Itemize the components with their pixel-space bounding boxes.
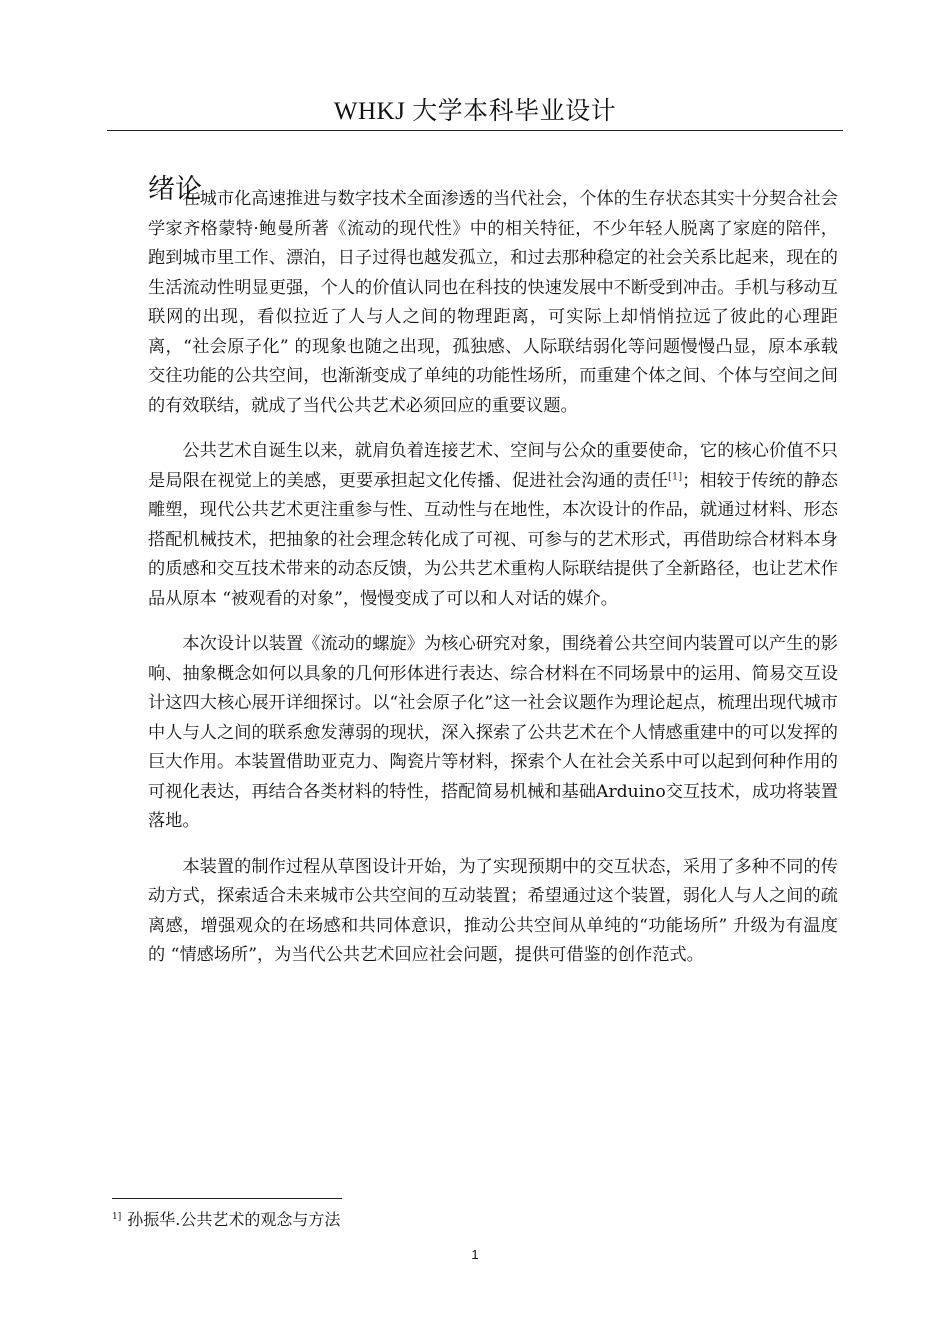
paragraph-1: 在城市化高速推进与数字技术全面渗透的当代社会，个体的生存状态其实十分契合社会学家齐格蒙特·鲍曼所著《流动的现代性》中的相关特征，不少年轻人脱离了家庭的陪伴，跑到城市里工作、漂泊，日子过得也越发孤立，和过去那种稳定的社会关系比起来，现在的生活流动性明显更强，个人的价值认同也在科技的快速发展中不断受到冲击。手机与移动互联网的出现，看似拉近了人与人之间的物理距离，可实际上却悄悄拉远了彼此的心理距离，“社会原子化” 的现象也随之出现，孤独感、人际联结弱化等问题慢慢凸显，原本承载交往功能的公共空间，也渐渐变成了单纯的功能性场所，而重建个体之间、个体与空间之间的有效联结，就成了当代公共艺术必须回应的重要议题。: [148, 189, 838, 416]
paragraph-2-text-after: ；相较于传统的静态雕塑，现代公共艺术更注重参与性、互动性与在地性，本次设计的作品，就通过材料、形态搭配机械技术，把抽象的社会理念转化成了可视、可参与的艺术形式，再借助综合材料本身的质感和交互技术带来的动态反馈，为公共艺术重构人际联结提供了全新路径，也让艺术作品从原本 “被观看的对象”，慢慢变成了可以和人对话的媒介。: [148, 470, 838, 609]
page-number: 1: [471, 1247, 479, 1262]
body-text: [148, 185, 838, 987]
paragraph-2-text-before: 公共艺术自诞生以来，就肩负着连接艺术、空间与公众的重要使命，它的核心价值不只是局限在视觉上的美感，更要承担起文化传播、促进社会沟通的责任: [148, 441, 838, 491]
footnote: [112, 1208, 340, 1232]
footnote-mark: 1]: [112, 1211, 122, 1222]
header-divider: [107, 130, 843, 131]
document-header-title: WHKJ 大学本科毕业设计: [333, 98, 617, 125]
footnote-text: 孙振华.公共艺术的观念与方法: [127, 1210, 341, 1229]
footnote-divider: [112, 1198, 342, 1199]
paragraph-3: 本次设计以装置《流动的螺旋》为核心研究对象，围绕着公共空间内装置可以产生的影响、抽象概念如何以具象的几何形体进行表达、综合材料在不同场景中的运用、简易交互设计这四大核心展开详细探讨。以“社会原子化”这一社会议题作为理论起点，梳理出现代城市中人与人之间的联系愈发薄弱的现状，深入探索了公共艺术在个人情感重建中的可以发挥的巨大作用。本装置借助亚克力、陶瓷片等材料，探索个人在社会关系中可以起到何种作用的可视化表达，再结合各类材料的特性，搭配简易机械和基础Arduino交互技术，成功将装置落地。: [148, 634, 838, 831]
section-title: 绪论: [148, 174, 202, 206]
citation-marker: [1]: [667, 470, 683, 482]
paragraph-4: 本装置的制作过程从草图设计开始，为了实现预期中的交互状态，采用了多种不同的传动方式，探索适合未来城市公共空间的互动装置；希望通过这个装置，弱化人与人之间的疏离感，增强观众的在场感和共同体意识，推动公共空间从单纯的“功能场所” 升级为有温度的 “情感场所”，为当代公共艺术回应社会问题，提供可借鉴的创作范式。: [148, 856, 838, 965]
paragraph-2: [148, 437, 838, 614]
